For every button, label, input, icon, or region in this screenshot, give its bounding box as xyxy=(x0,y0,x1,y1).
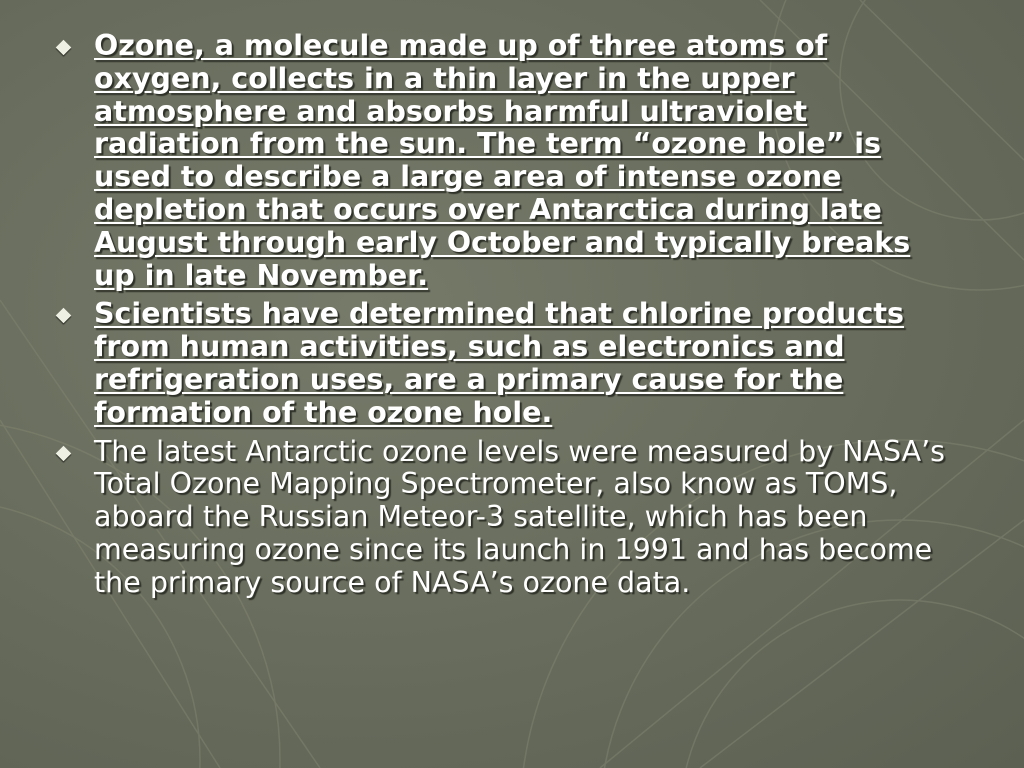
diamond-bullet-icon xyxy=(56,308,72,324)
bullet-text: The latest Antarctic ozone levels were measured by NASA’s Total Ozone Mapping Spectrometer, also know as TOMS, aboard the Russian Meteor-3 satellite, which has been measuring ozone since its launch in 1991 and has become the primary source of NASA’s ozone data. xyxy=(94,434,946,599)
bullet-text: Ozone, a molecule made up of three atoms of oxygen, collects in a thin layer in the upper atmosphere and absorbs harmful ultraviolet radiation from the sun. The term “ozone hole” is used to describe a large area of intense ozone depletion that occurs over Antarctica during late August through early October and typically breaks up in late November. xyxy=(94,29,911,292)
bullet-text: Scientists have determined that chlorine products from human activities, such as electronics and refrigeration uses, are a primary cause for the formation of the ozone hole. xyxy=(94,297,904,429)
bullet-item xyxy=(56,298,956,429)
bullet-item xyxy=(56,436,956,600)
diamond-bullet-icon xyxy=(56,40,72,56)
bullet-list xyxy=(56,30,956,606)
bullet-item xyxy=(56,30,956,292)
diamond-bullet-icon xyxy=(56,445,72,461)
